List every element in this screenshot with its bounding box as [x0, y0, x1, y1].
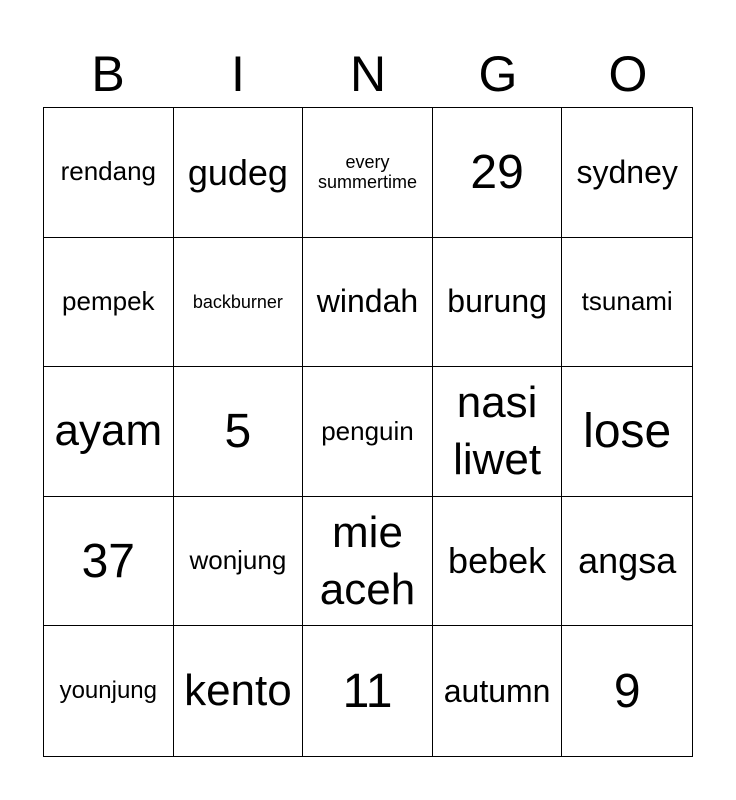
- cell-text: backburner: [192, 291, 283, 312]
- cell-text: autumn: [443, 672, 551, 709]
- bingo-cell[interactable]: [433, 497, 563, 627]
- bingo-cell[interactable]: [562, 108, 692, 238]
- cell-text: younjung: [59, 677, 157, 705]
- bingo-cell[interactable]: [562, 497, 692, 627]
- bingo-cell[interactable]: [562, 238, 692, 368]
- cell-text: 9: [613, 664, 641, 718]
- bingo-cell[interactable]: [174, 497, 304, 627]
- cell-text: mie aceh: [319, 507, 416, 615]
- bingo-cell[interactable]: [44, 108, 174, 238]
- bingo-board: [43, 107, 693, 757]
- bingo-cell[interactable]: [562, 367, 692, 497]
- cell-text: pempek: [62, 285, 155, 316]
- bingo-cell[interactable]: [303, 497, 433, 627]
- bingo-cell[interactable]: [433, 367, 563, 497]
- cell-text: tsunami: [581, 285, 673, 316]
- cell-text: kento: [184, 665, 292, 715]
- bingo-cell[interactable]: [174, 367, 304, 497]
- cell-text: sydney: [576, 153, 678, 190]
- bingo-cell[interactable]: [433, 238, 563, 368]
- header-letter-o: O: [608, 46, 648, 102]
- cell-text: angsa: [578, 540, 677, 582]
- bingo-cell[interactable]: [303, 108, 433, 238]
- header-letter-g: G: [478, 46, 518, 102]
- cell-text: 5: [224, 404, 252, 458]
- bingo-cell[interactable]: [303, 367, 433, 497]
- bingo-cell[interactable]: [44, 238, 174, 368]
- bingo-cell[interactable]: [174, 626, 304, 756]
- bingo-cell[interactable]: [174, 108, 304, 238]
- cell-text: 29: [470, 145, 524, 199]
- cell-text: nasi liwet: [453, 378, 542, 485]
- bingo-cell[interactable]: [174, 238, 304, 368]
- bingo-cell[interactable]: [44, 497, 174, 627]
- bingo-cell[interactable]: [303, 238, 433, 368]
- header-letter-i: I: [231, 46, 245, 102]
- cell-text: every summertime: [317, 151, 417, 193]
- cell-text: windah: [316, 283, 419, 320]
- bingo-header: [43, 44, 693, 104]
- cell-text: ayam: [54, 406, 163, 456]
- cell-text: 37: [81, 534, 135, 588]
- header-letter-n: N: [349, 46, 387, 102]
- bingo-cell[interactable]: [303, 626, 433, 756]
- cell-text: gudeg: [187, 151, 288, 193]
- cell-text: burung: [447, 283, 547, 320]
- cell-text: bebek: [448, 540, 547, 582]
- bingo-cell[interactable]: [433, 108, 563, 238]
- cell-text: 11: [342, 664, 393, 718]
- bingo-cell[interactable]: [433, 626, 563, 756]
- header-letter-b: B: [91, 46, 125, 102]
- bingo-cell[interactable]: [44, 626, 174, 756]
- cell-text: rendang: [60, 156, 156, 187]
- bingo-cell[interactable]: [44, 367, 174, 497]
- cell-text: penguin: [321, 415, 414, 446]
- cell-text: lose: [583, 404, 672, 458]
- cell-text: wonjung: [189, 545, 287, 576]
- bingo-cell[interactable]: [562, 626, 692, 756]
